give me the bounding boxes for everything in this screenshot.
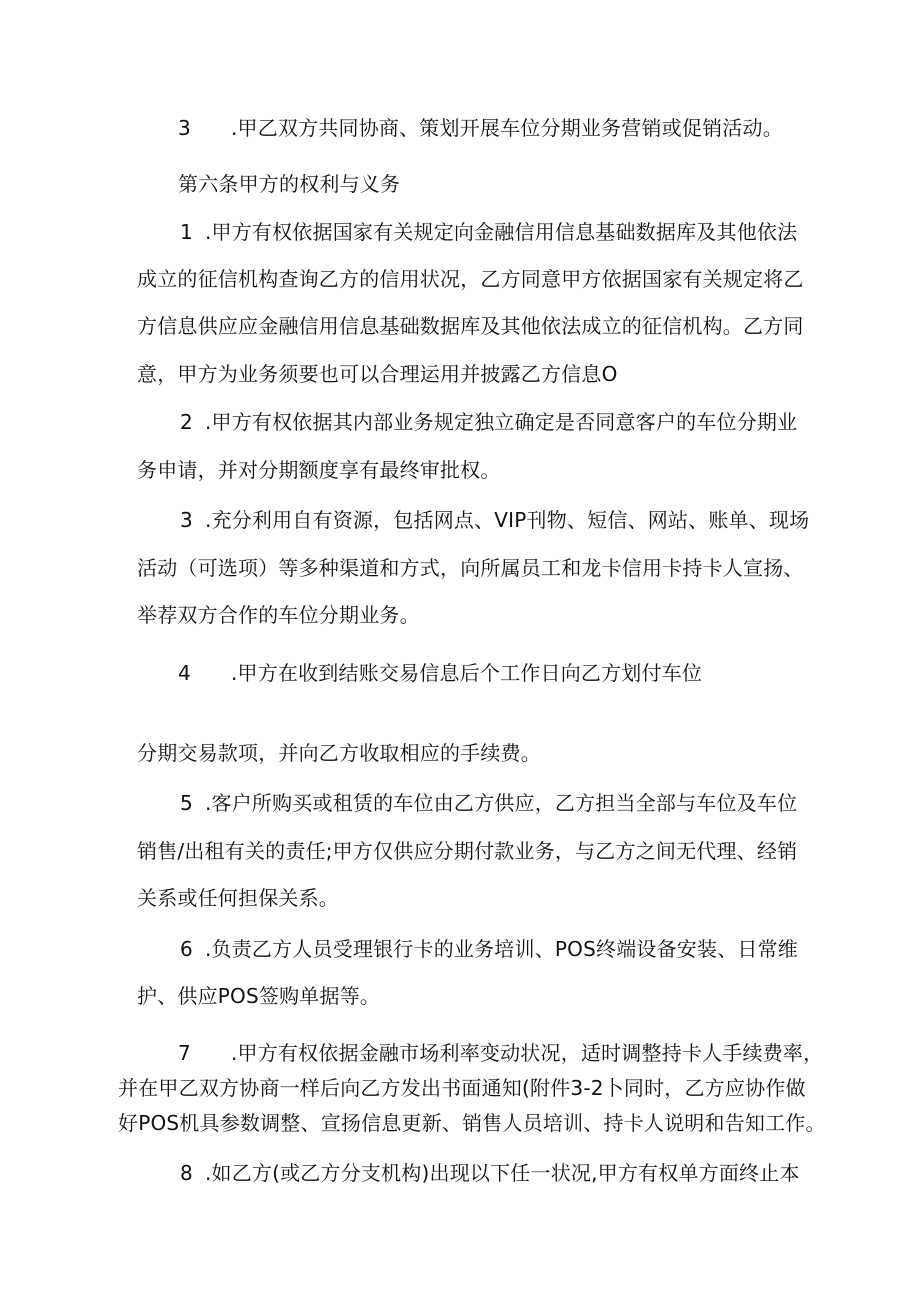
item-number: 7 [178,1041,191,1065]
item-6-line-2: 护、供应POS签购单据等。 [137,984,381,1008]
item-1-line-1 [180,220,797,244]
item-text: .如乙方(或乙方分支机构)出现以下任一状况,甲方有权单方面终止本 [204,1161,800,1185]
item-2-line-2: 务申请，并对分期额度享有最终审批权。 [137,458,501,482]
item-number: 5 [180,791,193,815]
item-text: .甲方有权依据金融市场利率变动状况，适时调整持卡人手续费率， [230,1041,824,1065]
item-4-line-2: 分期交易款项，并向乙方收取相应的手续费。 [137,741,541,765]
item-text: .甲方有权依据国家有关规定向金融信用信息基础数据库及其他依法 [204,220,798,244]
item-5-line-1 [180,791,797,815]
item-5-line-3: 关系或任何担保关系。 [137,886,339,910]
item-5-line-2: 销售/出租有关的责任;甲方仅供应分期付款业务，与乙方之间无代理、经销 [137,839,798,863]
item-text: .甲方在收到结账交易信息后个工作日向乙方划付车位 [230,661,703,685]
item-text: .甲方有权依据其内部业务规定独立确定是否同意客户的车位分期业 [204,410,798,434]
item-3-line-2: 活动（可选项）等多种渠道和方式，向所属员工和龙卡信用卡持卡人宣扬、 [137,556,804,580]
item-8-line-1 [180,1161,800,1185]
item-6-line-1 [180,937,798,961]
paragraph-3-line-1 [178,116,783,140]
item-text: .负责乙方人员受理银行卡的业务培训、POS终端设备安装、日常维 [204,937,798,961]
item-number: 6 [180,937,193,961]
item-number: 4 [178,661,191,685]
article-6-heading: 第六条甲方的权利与义务 [178,172,401,196]
item-number: 3 [180,508,193,532]
item-1-line-3: 方信息供应应金融信用信息基础数据库及其他依法成立的征信机构。乙方同 [137,314,804,338]
paragraph-text: .甲乙双方共同协商、策划开展车位分期业务营销或促销活动。 [230,116,783,140]
item-number: 3 [178,116,191,140]
item-1-line-4: 意，甲方为业务须要也可以合理运用并披露乙方信息O [137,362,618,386]
item-1-line-2: 成立的征信机构查询乙方的信用状况，乙方同意甲方依据国家有关规定将乙 [137,267,804,291]
item-text: .充分利用自有资源，包括网点、VIP刊物、短信、网站、账单、现场 [204,508,810,532]
item-number: 2 [180,410,193,434]
item-7-line-2: 并在甲乙双方协商一样后向乙方发出书面通知(附件3-2卜同时，乙方应协作做 [118,1076,806,1100]
item-3-line-1 [180,508,809,532]
item-4-line-1 [178,661,702,685]
item-7-line-1 [178,1041,823,1065]
item-number: 8 [180,1161,193,1185]
item-number: 1 [180,220,193,244]
item-text: .客户所购买或租赁的车位由乙方供应，乙方担当全部与车位及车位 [204,791,798,815]
item-3-line-3: 举荐双方合作的车位分期业务。 [137,603,420,627]
item-7-line-3: 好POS机具参数调整、宣扬信息更新、销售人员培训、持卡人说明和告知工作。 [118,1111,826,1135]
item-2-line-1 [180,410,797,434]
